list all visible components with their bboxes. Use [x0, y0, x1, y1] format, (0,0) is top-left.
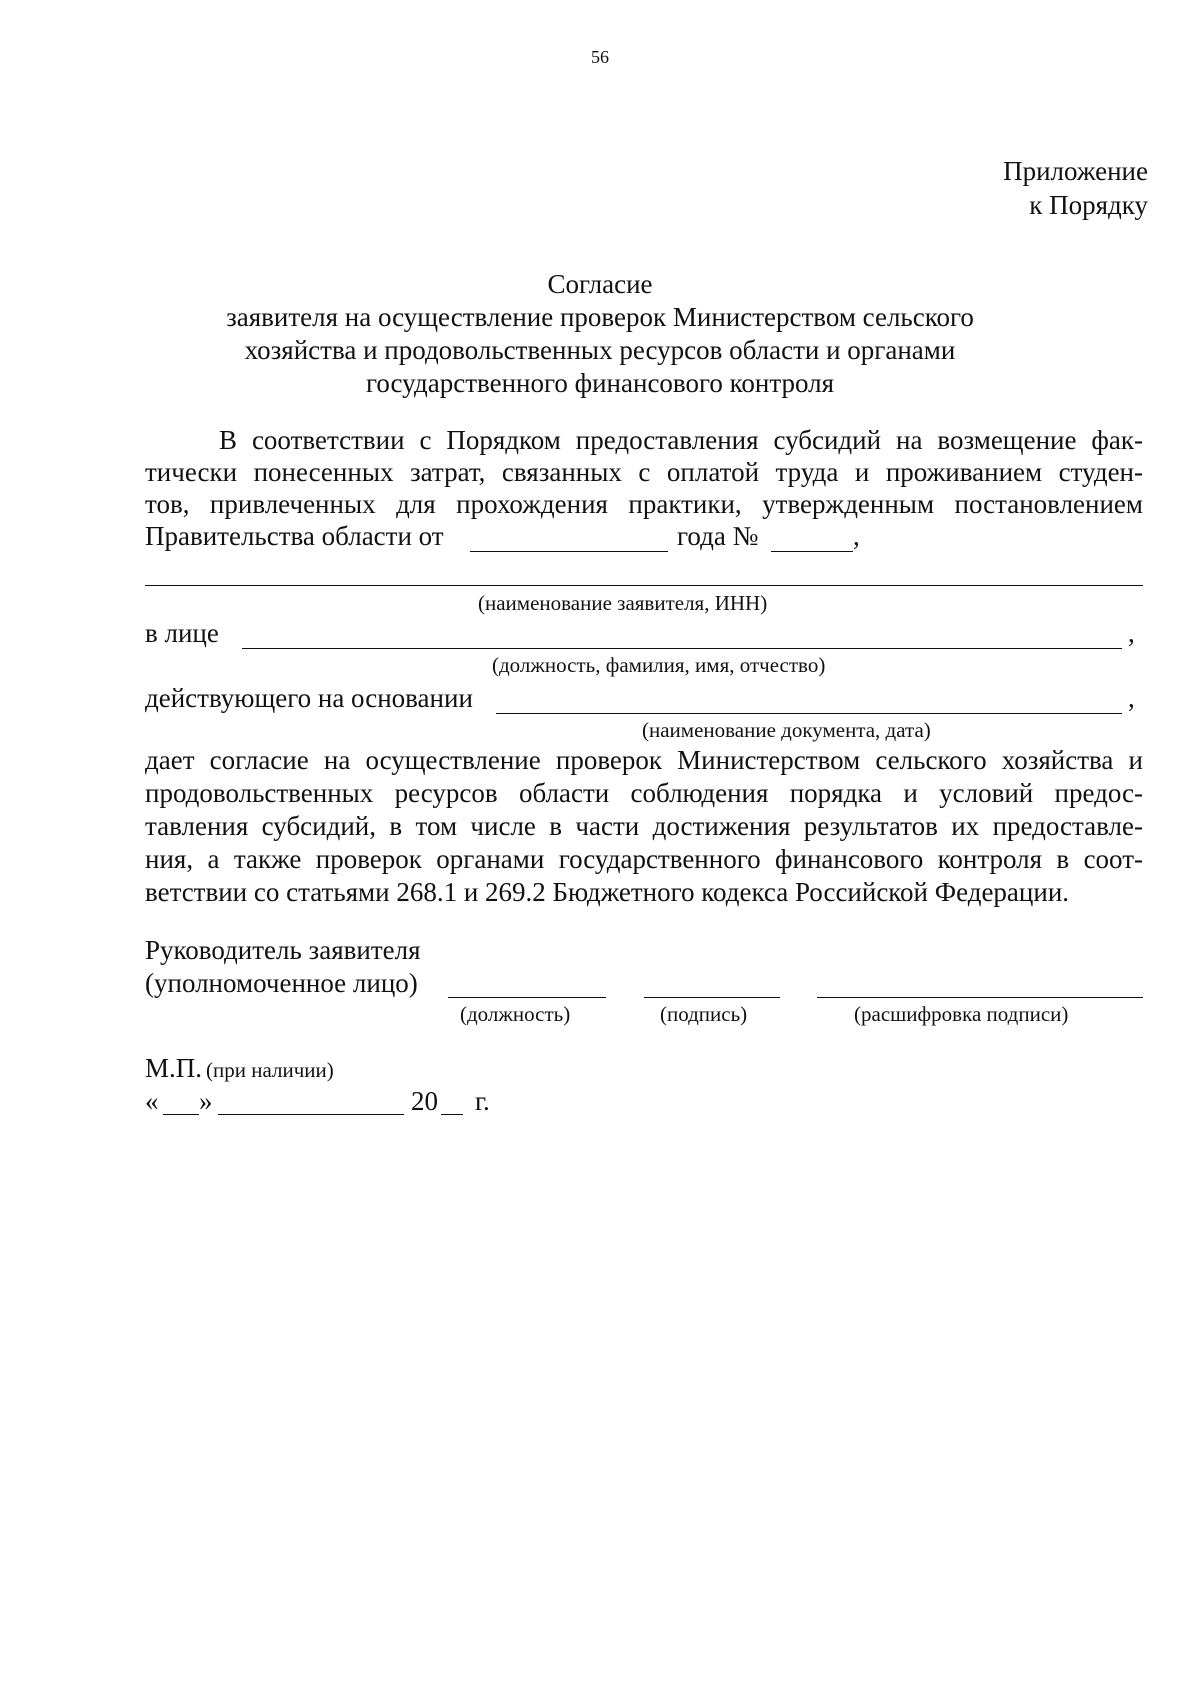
head-label: Руководитель заявителя: [145, 935, 421, 965]
date-year-prefix: 20: [411, 1086, 438, 1116]
applicant-name-field[interactable]: [145, 585, 1143, 586]
position-caption: (должность): [460, 1002, 571, 1026]
title-line-3: хозяйства и продовольственных ресурсов области и органами: [244, 335, 956, 365]
title-line-4: государственного финансового контроля: [365, 368, 835, 398]
page-number: 56: [591, 47, 609, 67]
basis-field[interactable]: [496, 713, 1122, 714]
intro-line-4-start: Правительства области от: [145, 521, 444, 551]
intro-line-2: тически понесенных затрат, связанных с оплатой труда и проживанием студен-: [145, 457, 1143, 487]
title-line-1: Согласие: [547, 269, 653, 299]
decree-date-field[interactable]: [470, 551, 668, 552]
date-quote-open: «: [145, 1086, 159, 1116]
intro-line-4-comma: ,: [853, 521, 860, 551]
consent-line-3: тавления субсидий, в том числе в части достижения результатов их предоставле-: [145, 811, 1143, 841]
basis-caption: (наименование документа, дата): [642, 718, 931, 742]
mp-label: М.П.: [145, 1053, 203, 1083]
representative-caption: (должность, фамилия, имя, отчество): [492, 653, 826, 677]
signature-caption: (подпись): [660, 1002, 748, 1026]
consent-line-2: продовольственных ресурсов области соблюдения порядка и условий предос-: [145, 778, 1143, 808]
intro-line-1: В соответствии с Порядком предоставления субсидий на возмещение фак-: [219, 425, 1143, 455]
consent-line-5: ветствии со статьями 268.1 и 269.2 Бюджетного кодекса Российской Федерации.: [145, 877, 1070, 907]
basis-comma: ,: [1128, 683, 1135, 713]
applicant-caption: (наименование заявителя, ИНН): [478, 591, 768, 615]
signature-decoding-field[interactable]: [817, 997, 1143, 998]
stamp-line: [145, 1053, 334, 1084]
signature-field[interactable]: [644, 997, 780, 998]
decoding-caption: (расшифровка подписи): [854, 1002, 1069, 1026]
decree-number-field[interactable]: [771, 551, 853, 552]
date-day-field[interactable]: [163, 1114, 199, 1115]
intro-line-4-year: года №: [677, 521, 759, 551]
document-title: [0, 268, 1200, 400]
representative-field[interactable]: [242, 648, 1122, 649]
authorized-label: (уполномоченное лицо): [145, 968, 418, 998]
date-year-suffix: г.: [475, 1086, 490, 1116]
intro-line-3: тов, привлеченных для прохождения практики, утвержденным постановлением: [145, 489, 1143, 519]
in-person-comma: ,: [1128, 618, 1135, 648]
position-field[interactable]: [448, 997, 606, 998]
basis-label: действующего на основании: [145, 683, 473, 713]
appendix-label: Приложение: [1003, 156, 1148, 186]
consent-line-4: ния, а также проверок органами государственного финансового контроля в соот-: [145, 844, 1143, 874]
mp-note: (при наличии): [206, 1058, 334, 1082]
date-quote-close: »: [199, 1086, 213, 1116]
appendix-reference: к Порядку: [1029, 190, 1148, 220]
date-year-field[interactable]: [441, 1114, 463, 1115]
date-month-field[interactable]: [218, 1114, 404, 1115]
title-line-2: заявителя на осуществление проверок Министерством сельского: [226, 302, 974, 332]
consent-line-1: дает согласие на осуществление проверок Министерством сельского хозяйства и: [145, 745, 1143, 775]
in-person-label: в лице: [145, 618, 219, 648]
